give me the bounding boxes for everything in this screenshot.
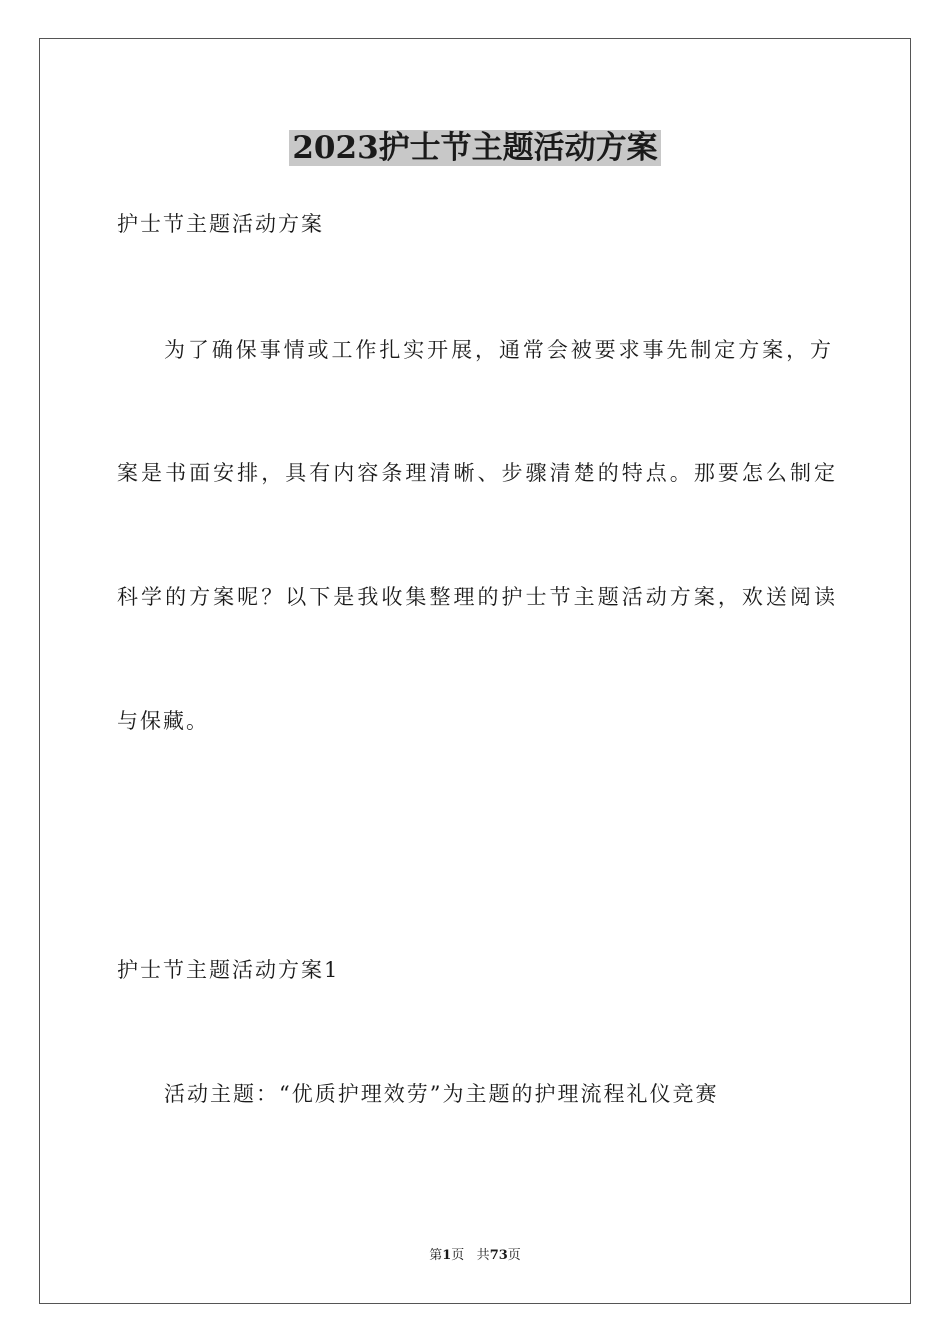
- document-subtitle: 护士节主题活动方案: [117, 212, 324, 236]
- footer-total-suffix: 页: [507, 1248, 521, 1263]
- intro-line-3: 科学的方案呢？以下是我收集整理的护士节主题活动方案，欢送阅读: [117, 585, 835, 609]
- footer-page-prefix: 第: [429, 1248, 443, 1263]
- activity-theme: 活动主题：“优质护理效劳”为主题的护理流程礼仪竞赛: [164, 1082, 719, 1106]
- document-title-text: 2023护士节主题活动方案: [289, 130, 660, 166]
- page-footer: [0, 1247, 950, 1265]
- section-heading: 护士节主题活动方案1: [117, 958, 340, 982]
- footer-total-prefix: 共: [476, 1248, 490, 1263]
- footer-total-pages: 73: [489, 1248, 508, 1263]
- footer-page-suffix: 页: [451, 1248, 465, 1263]
- footer-page-number: 1: [442, 1248, 452, 1263]
- document-title: [0, 126, 950, 170]
- intro-line-4: 与保藏。: [117, 709, 209, 733]
- intro-line-2: 案是书面安排，具有内容条理清晰、步骤清楚的特点。那要怎么制定: [117, 461, 835, 485]
- intro-line-1: 为了确保事情或工作扎实开展，通常会被要求事先制定方案，方: [164, 338, 831, 362]
